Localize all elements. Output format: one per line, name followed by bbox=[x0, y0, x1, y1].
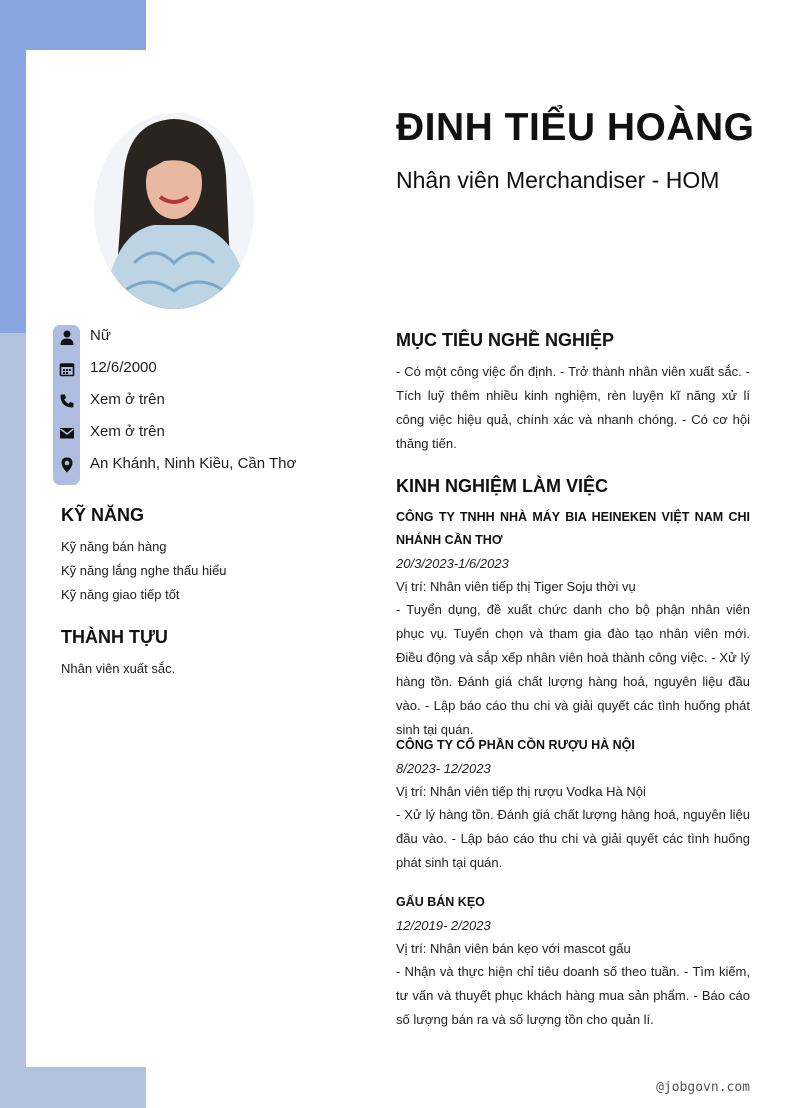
job-dates: 12/2019- 2/2023 bbox=[396, 918, 491, 933]
contact-gender bbox=[53, 325, 353, 349]
job-description: - Tuyển dụng, đề xuất chức danh cho bộ phận nhân viên phục vụ. Tuyển chọn và tham gia đào tạo nhân viên mới. Điều động và sắp xếp nhân viên hoà thành công việc. - Xử lý hàng tồn. Đánh giá chất lượng hàng hoá, nguyên liệu đầu vào. - Lập báo cáo thu chi và giải quyết các tình huống phát sinh tại quán. bbox=[396, 602, 750, 737]
contact-value: Nữ bbox=[90, 327, 111, 344]
job-position: Vị trí: Nhân viên bán kẹo với mascot gấu bbox=[396, 941, 631, 956]
skills-heading: KỸ NĂNG bbox=[61, 505, 145, 525]
job-position: Vị trí: Nhân viên tiếp thị Tiger Soju thời vụ bbox=[396, 579, 636, 594]
job-company: CÔNG TY CỔ PHẦN CỒN RƯỢU HÀ NỘI bbox=[396, 738, 635, 752]
achievement-item: Nhân viên xuất sắc. bbox=[61, 661, 176, 676]
job-description: - Nhận và thực hiện chỉ tiêu doanh số theo tuần. - Tìm kiếm, tư vấn và thuyết phục khách hàng mua sản phẩm. - Báo cáo số lượng bán ra và số lượng tồn cho quản lí. bbox=[396, 964, 750, 1027]
candidate-name: ĐINH TIỂU HOÀNG bbox=[396, 106, 755, 149]
avatar bbox=[94, 113, 254, 309]
objective-text: - Có một công việc ổn định. - Trở thành nhân viên xuất sắc. - Tích luỹ thêm nhiều kinh nghiệm, rèn luyện kĩ năng xử lí công việc hiệu quả, chính xác và nhanh chóng. - Có cơ hội thăng tiến. bbox=[396, 364, 750, 451]
experience-heading: KINH NGHIỆM LÀM VIỆC bbox=[396, 476, 609, 496]
contact-birthdate bbox=[53, 357, 353, 381]
contact-value: 12/6/2000 bbox=[90, 359, 157, 376]
email-icon bbox=[59, 425, 75, 441]
job-dates: 20/3/2023-1/6/2023 bbox=[396, 556, 509, 571]
contact-address bbox=[53, 453, 353, 477]
job-title: Nhân viên Merchandiser - HOM bbox=[396, 167, 720, 193]
skill-item: Kỹ năng giao tiếp tốt bbox=[61, 587, 180, 602]
skill-item: Kỹ năng bán hàng bbox=[61, 539, 167, 554]
calendar-icon bbox=[59, 361, 75, 377]
job-position: Vị trí: Nhân viên tiếp thị rượu Vodka Hà Nội bbox=[396, 784, 646, 799]
location-icon bbox=[59, 457, 75, 473]
skill-item: Kỹ năng lắng nghe thấu hiểu bbox=[61, 563, 227, 578]
job-dates: 8/2023- 12/2023 bbox=[396, 761, 491, 776]
watermark: @jobgovn.com bbox=[656, 1080, 750, 1095]
job-description: - Xử lý hàng tồn. Đánh giá chất lượng hàng hoá, nguyên liệu đầu vào. - Lập báo cáo thu chi và giải quyết các tình huống phát sinh tại quán. bbox=[396, 807, 750, 870]
job-company: GẤU BÁN KẸO bbox=[396, 895, 485, 909]
contact-value: An Khánh, Ninh Kiều, Cần Thơ bbox=[90, 455, 297, 472]
person-icon bbox=[59, 329, 75, 345]
job-company: CÔNG TY TNHH NHÀ MÁY BIA HEINEKEN VIỆT NAM CHI NHÁNH CẦN THƠ bbox=[396, 510, 750, 547]
phone-icon bbox=[59, 393, 75, 409]
contact-phone bbox=[53, 389, 353, 413]
accent-block-bottom bbox=[0, 1067, 146, 1108]
contact-email bbox=[53, 421, 353, 445]
achievements-heading: THÀNH TỰU bbox=[61, 627, 168, 647]
contact-value: Xem ở trên bbox=[90, 423, 165, 440]
accent-strip-left bbox=[0, 333, 26, 1108]
contact-value: Xem ở trên bbox=[90, 391, 165, 408]
objective-heading: MỤC TIÊU NGHỀ NGHIỆP bbox=[396, 330, 615, 350]
